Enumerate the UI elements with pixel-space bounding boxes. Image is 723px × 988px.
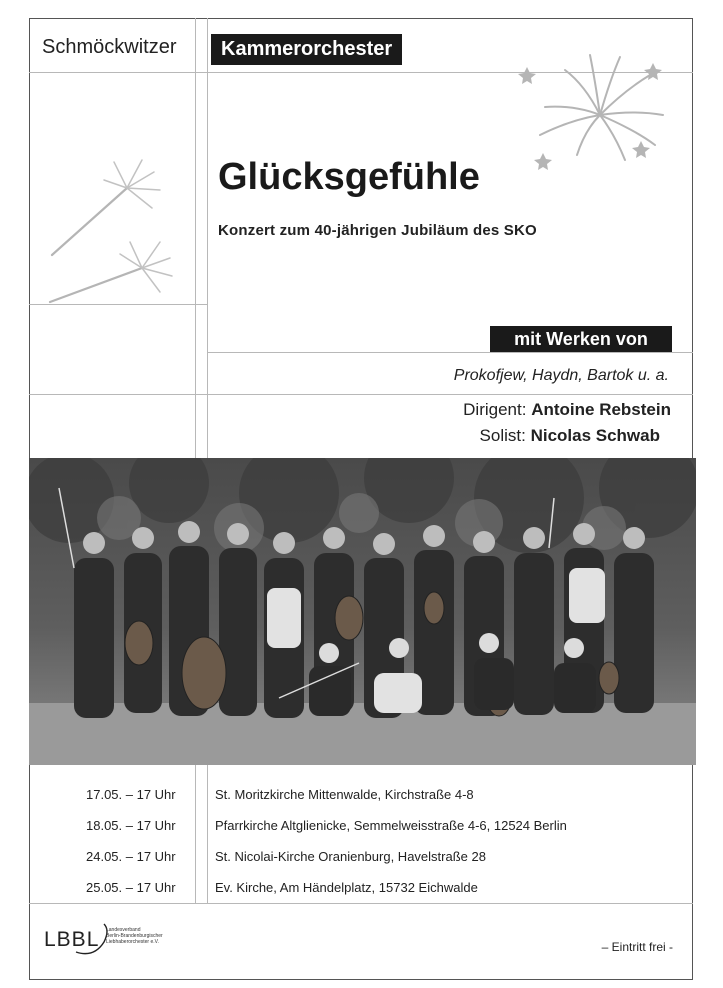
concert-venue: Ev. Kirche, Am Händelplatz, 15732 Eichwalde [215, 880, 478, 895]
logo-line-3: Liebhaberorchester e.V. [106, 939, 159, 945]
lbbl-logo [44, 922, 164, 958]
soloist-label: Solist: [479, 426, 526, 445]
concert-title: Glücksgefühle [218, 156, 480, 198]
concert-subtitle: Konzert zum 40-jährigen Jubiläum des SKO [218, 222, 537, 239]
concert-date: 24.05. – 17 Uhr [86, 849, 176, 864]
sparkler-icon [42, 150, 182, 310]
star-icon [518, 67, 536, 84]
concert-venue: St. Nicolai-Kirche Oranienburg, Havelstraße 28 [215, 849, 486, 864]
conductor-name: Antoine Rebstein [531, 400, 671, 419]
rule-works [207, 352, 693, 353]
concert-date: 18.05. – 17 Uhr [86, 818, 176, 833]
rule-composers [29, 394, 693, 395]
concert-venue: Pfarrkirche Altglienicke, Semmelweisstraße 4-6, 12524 Berlin [215, 818, 567, 833]
orchestra-group-photo [29, 458, 696, 765]
logo-line-1: Landesverband [106, 927, 141, 933]
admission-note: – Eintritt frei - [601, 940, 673, 954]
logo-line-2: Berlin-Brandenburgischer [106, 933, 163, 939]
logo-letters: LBBL [44, 928, 100, 951]
firework-icon [515, 45, 680, 170]
org-name-highlight: Kammerorchester [211, 34, 402, 65]
soloist-name: Nicolas Schwab [530, 426, 660, 445]
concert-venue: St. Moritzkirche Mittenwalde, Kirchstraße 4-8 [215, 787, 474, 802]
conductor-credit [463, 400, 671, 420]
rule-vertical-left [195, 18, 196, 458]
soloist-credit [480, 426, 660, 446]
conductor-label: Dirigent: [463, 400, 527, 419]
rule-vertical-right [207, 18, 208, 458]
works-heading: mit Werken von [490, 326, 672, 352]
org-name-plain: Schmöckwitzer [42, 36, 177, 58]
concert-date: 17.05. – 17 Uhr [86, 787, 176, 802]
logo-subtitle [106, 927, 163, 945]
rule-dates-divider-2 [207, 765, 208, 903]
concert-date: 25.05. – 17 Uhr [86, 880, 176, 895]
rule-footer [29, 903, 693, 904]
composers-list: Prokofjew, Haydn, Bartok u. a. [453, 367, 669, 384]
